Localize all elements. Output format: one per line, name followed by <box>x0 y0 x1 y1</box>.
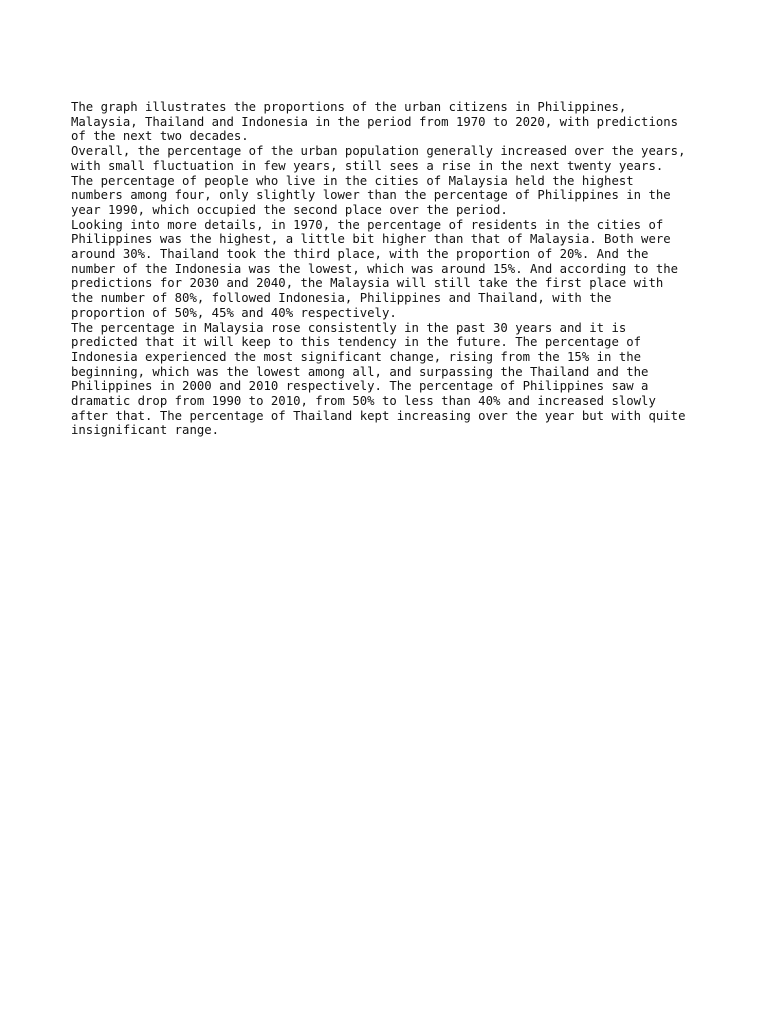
text-line: around 30%. Thailand took the third place, with the proportion of 20%. And the <box>71 247 649 262</box>
text-line: the number of 80%, followed Indonesia, Philippines and Thailand, with the <box>71 291 612 306</box>
text-line: with small fluctuation in few years, still sees a rise in the next twenty years. <box>71 158 664 173</box>
text-line: Indonesia experienced the most significant change, rising from the 15% in the <box>71 349 642 364</box>
text-line: Malaysia, Thailand and Indonesia in the period from 1970 to 2020, with predictions <box>71 114 679 129</box>
text-line: proportion of 50%, 45% and 40% respectively. <box>71 305 397 320</box>
text-line: The percentage of people who live in the cities of Malaysia held the highest <box>71 173 634 188</box>
text-line: number of the Indonesia was the lowest, which was around 15%. And according to the <box>71 261 679 276</box>
text-line: insignificant range. <box>71 423 220 438</box>
text-line: numbers among four, only slightly lower than the percentage of Philippines in the <box>71 188 671 203</box>
text-line: The graph illustrates the proportions of the urban citizens in Philippines, <box>71 100 627 114</box>
text-line: of the next two decades. <box>71 129 249 144</box>
text-line: Philippines was the highest, a little bit higher than that of Malaysia. Both were <box>71 232 671 247</box>
essay-text <box>71 100 711 438</box>
text-line: year 1990, which occupied the second place over the period. <box>71 202 508 217</box>
text-line: predicted that it will keep to this tendency in the future. The percentage of <box>71 335 642 350</box>
text-line: dramatic drop from 1990 to 2010, from 50% to less than 40% and increased slowly <box>71 394 656 409</box>
text-line: beginning, which was the lowest among all, and surpassing the Thailand and the <box>71 364 649 379</box>
text-line: Looking into more details, in 1970, the percentage of residents in the cities of <box>71 217 664 232</box>
text-line: Philippines in 2000 and 2010 respectively. The percentage of Philippines saw a <box>71 379 649 394</box>
text-line: Overall, the percentage of the urban population generally increased over the years, <box>71 144 686 159</box>
text-line: after that. The percentage of Thailand kept increasing over the year but with quite <box>71 408 686 423</box>
text-line: The percentage in Malaysia rose consistently in the past 30 years and it is <box>71 320 627 335</box>
text-line: predictions for 2030 and 2040, the Malaysia will still take the first place with <box>71 276 664 291</box>
